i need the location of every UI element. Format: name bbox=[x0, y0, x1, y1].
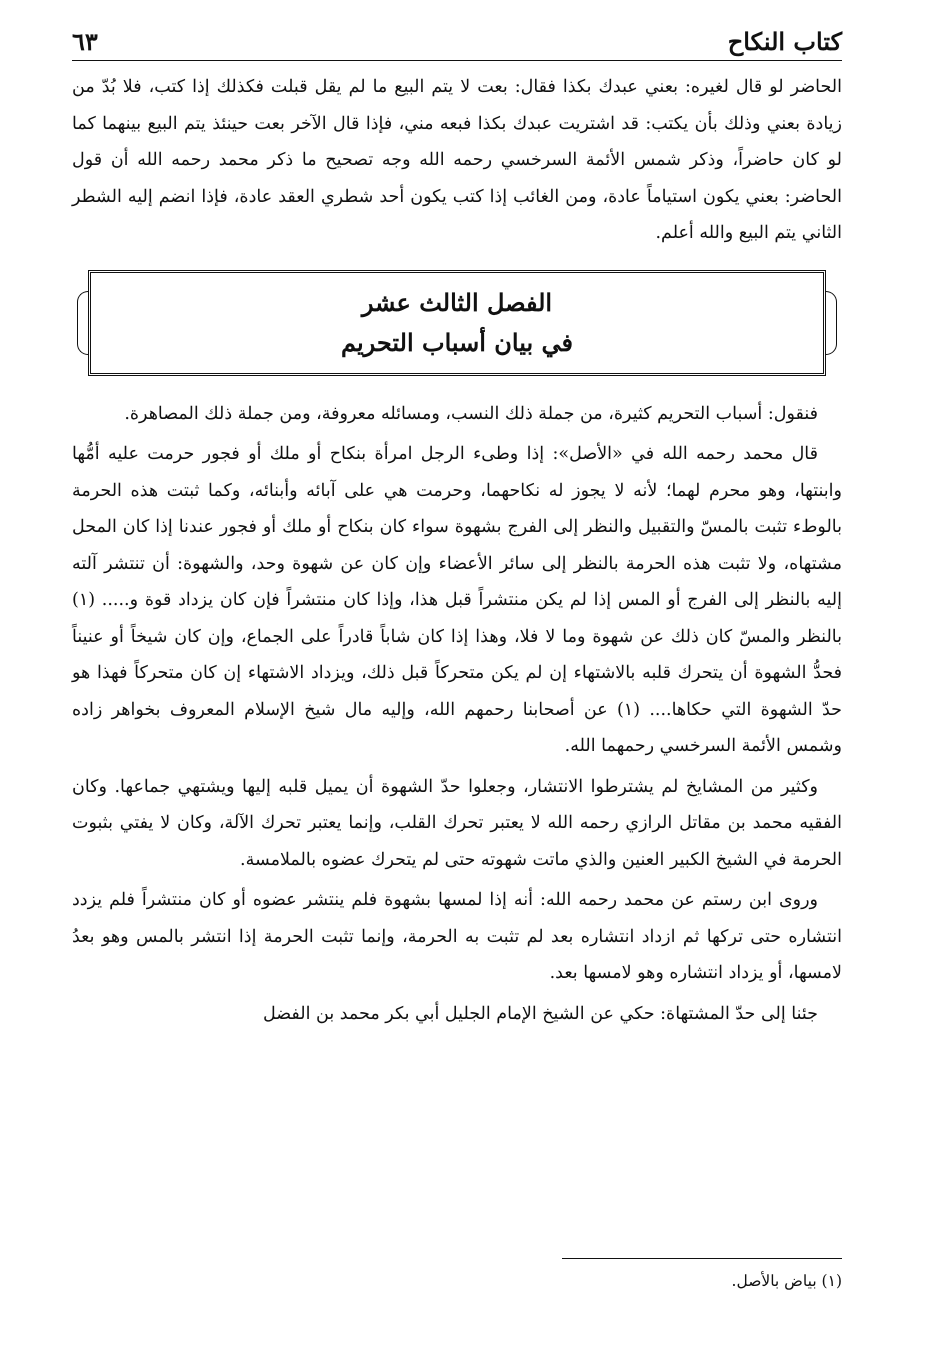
paragraph: وروى ابن رستم عن محمد رحمه الله: أنه إذا لمسها بشهوة فلم ينتشر عضوه أو كان منتشراً فلم يزدد انتشاره حتى تركها ثم ازداد انتشاره بعد لم تثبت به الحرمة، وإنما تثبت الحرمة إذا انتشر بالمس وهو بعدُ لامسها، أو يزداد انتشاره وهو لامسها بعد. bbox=[72, 890, 842, 983]
chapter-heading-box bbox=[88, 270, 826, 376]
paragraph: جئنا إلى حدّ المشتهاة: حكي عن الشيخ الإمام الجليل أبي بكر محمد بن الفضل bbox=[262, 1003, 818, 1024]
paragraph: وكثير من المشايخ لم يشترطوا الانتشار، وجعلوا حدّ الشهوة أن يميل قلبه إليها ويشتهي جماعها. وكان الفقيه محمد بن مقاتل الرازي رحمه الله لا يعتبر تحرك القلب، وإنما يعتبر تحرك الآلة، وكان لا يفتي بثبوت الحرمة في الشيخ الكبير العنين والذي ماتت شهوته حتى لم يتحرك عضوه بالملامسة. bbox=[72, 776, 842, 870]
page-number: ٦٣ bbox=[72, 27, 98, 56]
paragraph: فنقول: أسباب التحريم كثيرة، من جملة ذلك النسب، ومسائله معروفة، ومن جملة ذلك المصاهرة. bbox=[124, 403, 818, 424]
chapter-subtitle: في بيان أسباب التحريم bbox=[341, 327, 573, 357]
page-header bbox=[72, 18, 842, 61]
paragraph: الحاضر لو قال لغيره: بعني عبدك بكذا فقال: بعت لا يتم البيع ما لم يقل قبلت فكذلك إذا كتب، فلا بُدّ من زيادة بعني وذلك بأن يكتب: قد اشتريت عبدك بكذا فبعه مني، فإذا قال الآخر بعت حينئذ يتم البيع بينهما كما لو كان حاضراً، وذكر شمس الأئمة السرخسي رحمه الله وجه تصحيح ما ذكر محمد رحمه الله أن قول الحاضر: بعني يكون استياماً عادة، ومن الغائب إذا كتب يكون أحد شطري العقد عادة، فإذا انضم إليه الشطر الثاني يتم البيع والله أعلم. bbox=[72, 77, 842, 243]
footnote: (١) بياض بالأصل. bbox=[731, 1272, 842, 1290]
page bbox=[72, 18, 842, 1348]
paragraph: قال محمد رحمه الله في «الأصل»: إذا وطىء الرجل امرأة بنكاح أو ملك أو فجور حرمت عليه أمُّها وابنتها، وهو محرم لهما؛ لأنه لا يجوز له نكاحهما، وحرمت هي على آبائه وأبنائه، وكما ثبتت هذه الحرمة بالوطء تثبت بالمسّ والتقبيل والنظر إلى الفرج بشهوة سواء كان بنكاح أو ملك أو فجور عندنا إذا كان المحل مشتهاه، ولا تثبت هذه الحرمة بالنظر إلى سائر الأعضاء وإن كان عن شهوة وحد، والشهوة: أن تنتشر آلته إليه بالنظر إلى الفرج أو المس إذا لم يكن منتشراً قبل هذا، وإذا كان منتشراً فإن كان يزداد قوة و..... (١) بالنظر والمسّ كان ذلك عن شهوة وما لا فلا، وهذا إذا كان شاباً قادراً على الجماع، وإن كان شيخاً أو عنيناً فحدُّ الشهوة أن يتحرك قلبه بالاشتهاء إن لم يكن متحركاً قبل ذلك، ويزداد الاشتهاء إن كان متحركاً فهذا هو حدّ الشهوة التي حكاها.... (١) عن أصحابنا رحمهم الله، وإليه مال شيخ الإسلام المعروف بخواهر زاده وشمس الأئمة السرخسي رحمهما الله. bbox=[72, 444, 842, 756]
footnote-divider bbox=[562, 1258, 842, 1259]
running-head: كتاب النكاح bbox=[727, 27, 842, 56]
chapter-title: الفصل الثالث عشر bbox=[361, 287, 553, 317]
